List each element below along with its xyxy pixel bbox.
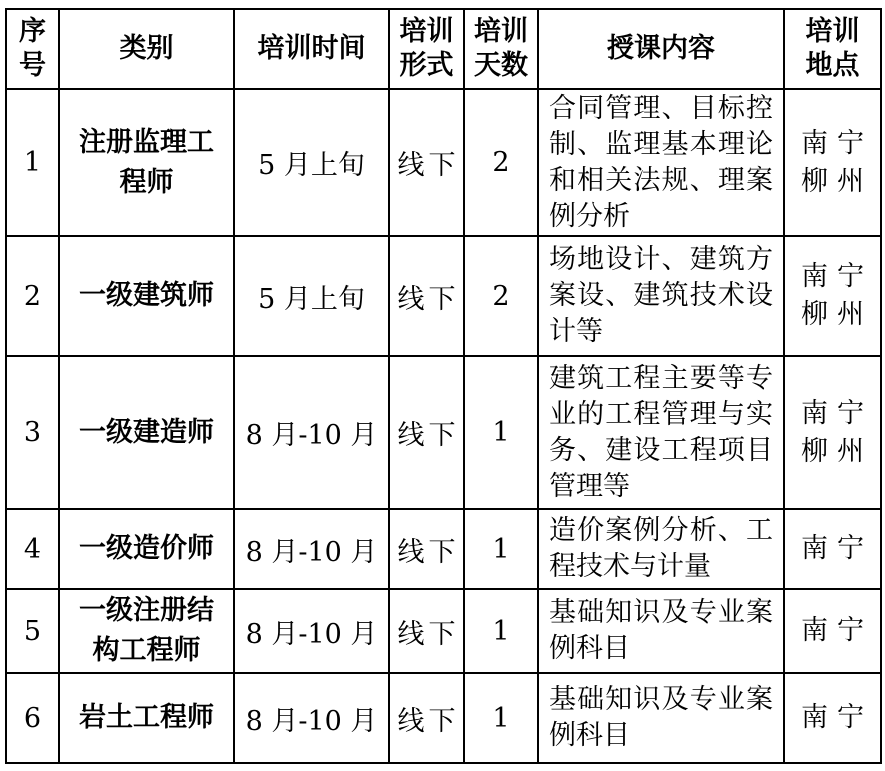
header-training-format: 培训形式 [389,9,464,89]
cell-training-format: 线下 [389,589,464,673]
table-row [6,236,881,356]
cell-row-number: 2 [6,236,59,356]
cell-training-location [784,356,881,509]
header-category: 类别 [59,9,234,89]
cell-training-location [784,236,881,356]
cell-training-location [784,673,881,763]
location-line: 南宁 [801,533,873,564]
location-line: 南宁 [801,397,873,429]
cell-course-content: 建筑工程主要等专业的工程管理与实务、建设工程项目管理等 [538,356,784,509]
location-line: 柳州 [801,299,873,330]
cell-training-format: 线下 [389,509,464,589]
cell-training-location [784,589,881,673]
cell-training-time: 8 月-10 月 [234,356,389,509]
table-row [6,89,881,236]
location-line: 柳州 [801,435,873,467]
cell-training-days: 2 [464,89,538,236]
cell-training-format: 线下 [389,89,464,236]
cell-row-number: 4 [6,509,59,589]
location-line: 南宁 [801,702,873,733]
cell-training-days: 1 [464,509,538,589]
cell-training-time: 8 月-10 月 [234,589,389,673]
location-line: 柳州 [801,165,873,197]
header-training-days: 培训天数 [464,9,538,89]
cell-course-content: 基础知识及专业案例科目 [538,589,784,673]
cell-training-time: 5 月上旬 [234,89,389,236]
cell-course-content: 造价案例分析、工程技术与计量 [538,509,784,589]
header-row [6,9,881,89]
table-row [6,356,881,509]
cell-row-number: 3 [6,356,59,509]
cell-training-location [784,509,881,589]
cell-row-number: 5 [6,589,59,673]
table-row [6,509,881,589]
cell-training-time: 5 月上旬 [234,236,389,356]
cell-category: 一级建造师 [59,356,234,509]
cell-course-content: 基础知识及专业案例科目 [538,673,784,763]
cell-course-content: 场地设计、建筑方案设、建筑技术设计等 [538,236,784,356]
cell-training-days: 1 [464,673,538,763]
cell-training-time: 8 月-10 月 [234,673,389,763]
cell-category: 一级注册结构工程师 [59,589,234,673]
cell-training-days: 1 [464,589,538,673]
cell-row-number: 1 [6,89,59,236]
location-line: 南宁 [801,127,873,159]
table-row [6,673,881,763]
cell-training-days: 1 [464,356,538,509]
cell-category: 一级造价师 [59,509,234,589]
cell-training-location [784,89,881,236]
location-line: 南宁 [801,615,873,646]
cell-training-format: 线下 [389,673,464,763]
cell-training-days: 2 [464,236,538,356]
header-training-location: 培训地点 [784,9,881,89]
cell-training-time: 8 月-10 月 [234,509,389,589]
header-training-time: 培训时间 [234,9,389,89]
table-row [6,589,881,673]
cell-course-content: 合同管理、目标控制、监理基本理论和相关法规、理案例分析 [538,89,784,236]
header-course-content: 授课内容 [538,9,784,89]
location-line: 南宁 [801,261,873,292]
cell-row-number: 6 [6,673,59,763]
cell-training-format: 线下 [389,356,464,509]
cell-category: 岩土工程师 [59,673,234,763]
cell-category: 注册监理工程师 [59,89,234,236]
header-row-number: 序号 [6,9,59,89]
training-schedule-table [5,8,882,764]
cell-category: 一级建筑师 [59,236,234,356]
cell-training-format: 线下 [389,236,464,356]
